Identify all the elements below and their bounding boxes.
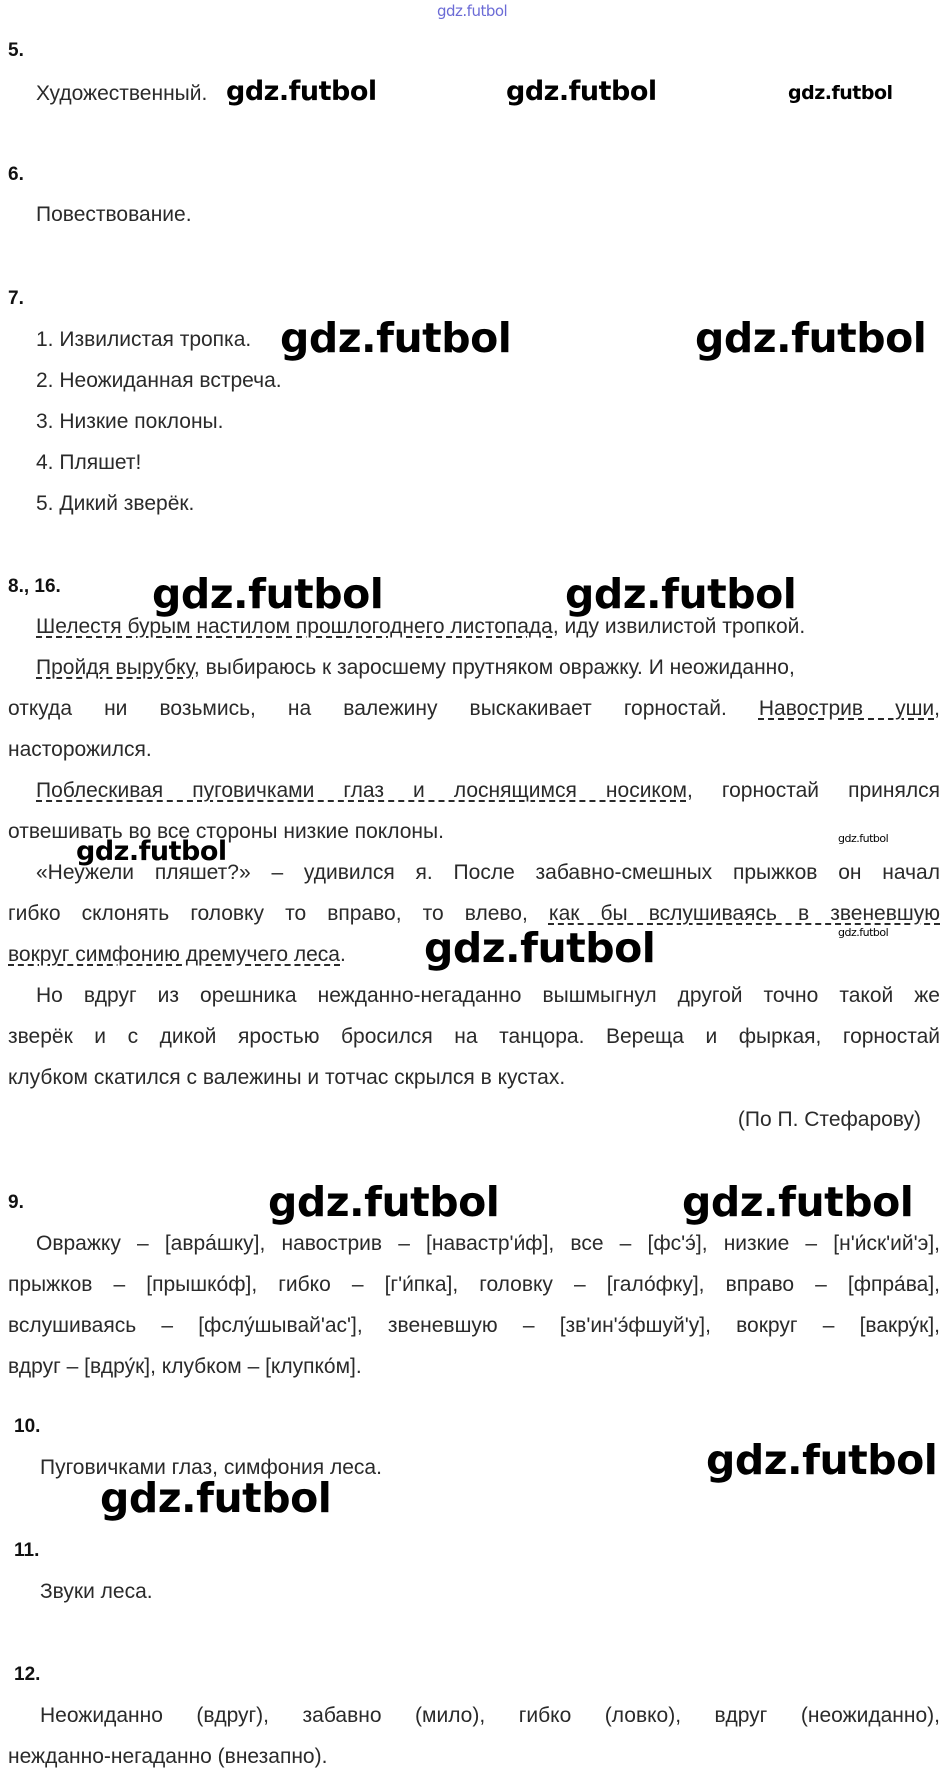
plan-item: 2. Неожиданная встреча.	[36, 369, 282, 392]
text-line: отвешивать во все стороны низкие поклоны.	[8, 820, 444, 843]
watermark: gdz.futbol	[838, 832, 889, 845]
participle-phrase: вокруг симфонию дремучего леса	[8, 943, 340, 966]
section-6-answer: Повествование.	[36, 203, 192, 226]
watermark: gdz.futbol	[838, 926, 889, 939]
participle-phrase: Поблескивая пуговичками глаз и лоснящимся носиком	[36, 779, 687, 802]
watermark: gdz.futbol	[682, 1178, 914, 1226]
transcription-line: Овражку – [аврáшку], навострив – [навастр'и́ф], все – [фс'э́], низкие – [н'и́ск'ий'э],	[36, 1232, 940, 1255]
participle-phrase: как бы вслушиваясь в звеневшую	[548, 902, 940, 925]
synonyms-line: нежданно-негаданно (внезапно).	[8, 1745, 328, 1768]
plan-item: 1. Извилистая тропка.	[36, 328, 252, 351]
watermark: gdz.futbol	[695, 314, 927, 362]
text-line: клубком скатился с валежины и тотчас скрылся в кустах.	[8, 1066, 566, 1089]
text-line: насторожился.	[8, 738, 152, 761]
section-10-answer: Пуговичками глаз, симфония леса.	[40, 1456, 382, 1479]
text-line: Но вдруг из орешника нежданно-негаданно вышмыгнул другой точно такой же	[36, 984, 940, 1007]
top-watermark: gdz.futbol	[437, 2, 508, 20]
section-9-number: 9.	[8, 1192, 24, 1213]
section-6-number: 6.	[8, 164, 24, 185]
text-line: Шелестя бурым настилом прошлогоднего листопада, иду извилистой тропкой.	[36, 615, 806, 638]
watermark: gdz.futbol	[788, 82, 893, 104]
transcription-line: вслушиваясь – [фслу́шывай'ас'], звеневшую – [зв'ин'э́фшуй'у], вокруг – [вакру́к],	[8, 1314, 940, 1337]
text-line: гибко склонять головку то вправо, то влево, как бы вслушиваясь в звеневшую	[8, 902, 940, 925]
section-5-answer: Художественный.	[36, 82, 208, 105]
watermark: gdz.futbol	[268, 1178, 500, 1226]
participle-phrase: Пройдя вырубку	[36, 656, 194, 679]
text-line: «Неужели пляшет?» – удивился я. После забавно-смешных прыжков он начал	[36, 861, 940, 884]
transcription-line: вдруг – [вдру́к], клубком – [клупко́м].	[8, 1355, 362, 1378]
section-12-number: 12.	[14, 1664, 41, 1685]
watermark: gdz.futbol	[100, 1474, 332, 1522]
transcription-line: прыжков – [прышко́ф], гибко – [г'и́пка], головку – [гало́фку], вправо – [фпра́ва],	[8, 1273, 940, 1296]
section-7-number: 7.	[8, 288, 24, 309]
text-line: вокруг симфонию дремучего леса.	[8, 943, 346, 966]
watermark: gdz.futbol	[565, 570, 797, 618]
text-line: откуда ни возьмись, на валежину выскакивает горностай. Навострив уши,	[8, 697, 941, 720]
text-line: зверёк и с дикой яростью бросился на танцора. Вереща и фыркая, горностай	[8, 1025, 940, 1048]
text-line: Поблескивая пуговичками глаз и лоснящимся носиком, горностай принялся	[36, 779, 940, 802]
plan-item: 3. Низкие поклоны.	[36, 410, 224, 433]
participle-phrase: Навострив уши	[758, 697, 935, 720]
watermark: gdz.futbol	[280, 314, 512, 362]
section-11-number: 11.	[14, 1540, 40, 1561]
section-10-number: 10.	[14, 1416, 41, 1437]
watermark: gdz.futbol	[506, 76, 657, 107]
plan-item: 4. Пляшет!	[36, 451, 142, 474]
plan-item: 5. Дикий зверёк.	[36, 492, 195, 515]
synonyms-line: Неожиданно (вдруг), забавно (мило), гибко (ловко), вдруг (неожиданно),	[40, 1704, 940, 1727]
section-8-number: 8., 16.	[8, 576, 61, 597]
watermark: gdz.futbol	[76, 836, 227, 867]
participle-phrase: Шелестя бурым настилом прошлогоднего листопада	[36, 615, 553, 638]
watermark: gdz.futbol	[424, 924, 656, 972]
watermark: gdz.futbol	[706, 1436, 938, 1484]
text-line: Пройдя вырубку, выбираюсь к заросшему прутняком овражку. И неожиданно,	[36, 656, 795, 679]
section-11-answer: Звуки леса.	[40, 1580, 153, 1603]
author-attribution: (По П. Стефарову)	[737, 1108, 921, 1131]
watermark: gdz.futbol	[152, 570, 384, 618]
section-5-number: 5.	[8, 40, 24, 61]
watermark: gdz.futbol	[226, 76, 377, 107]
